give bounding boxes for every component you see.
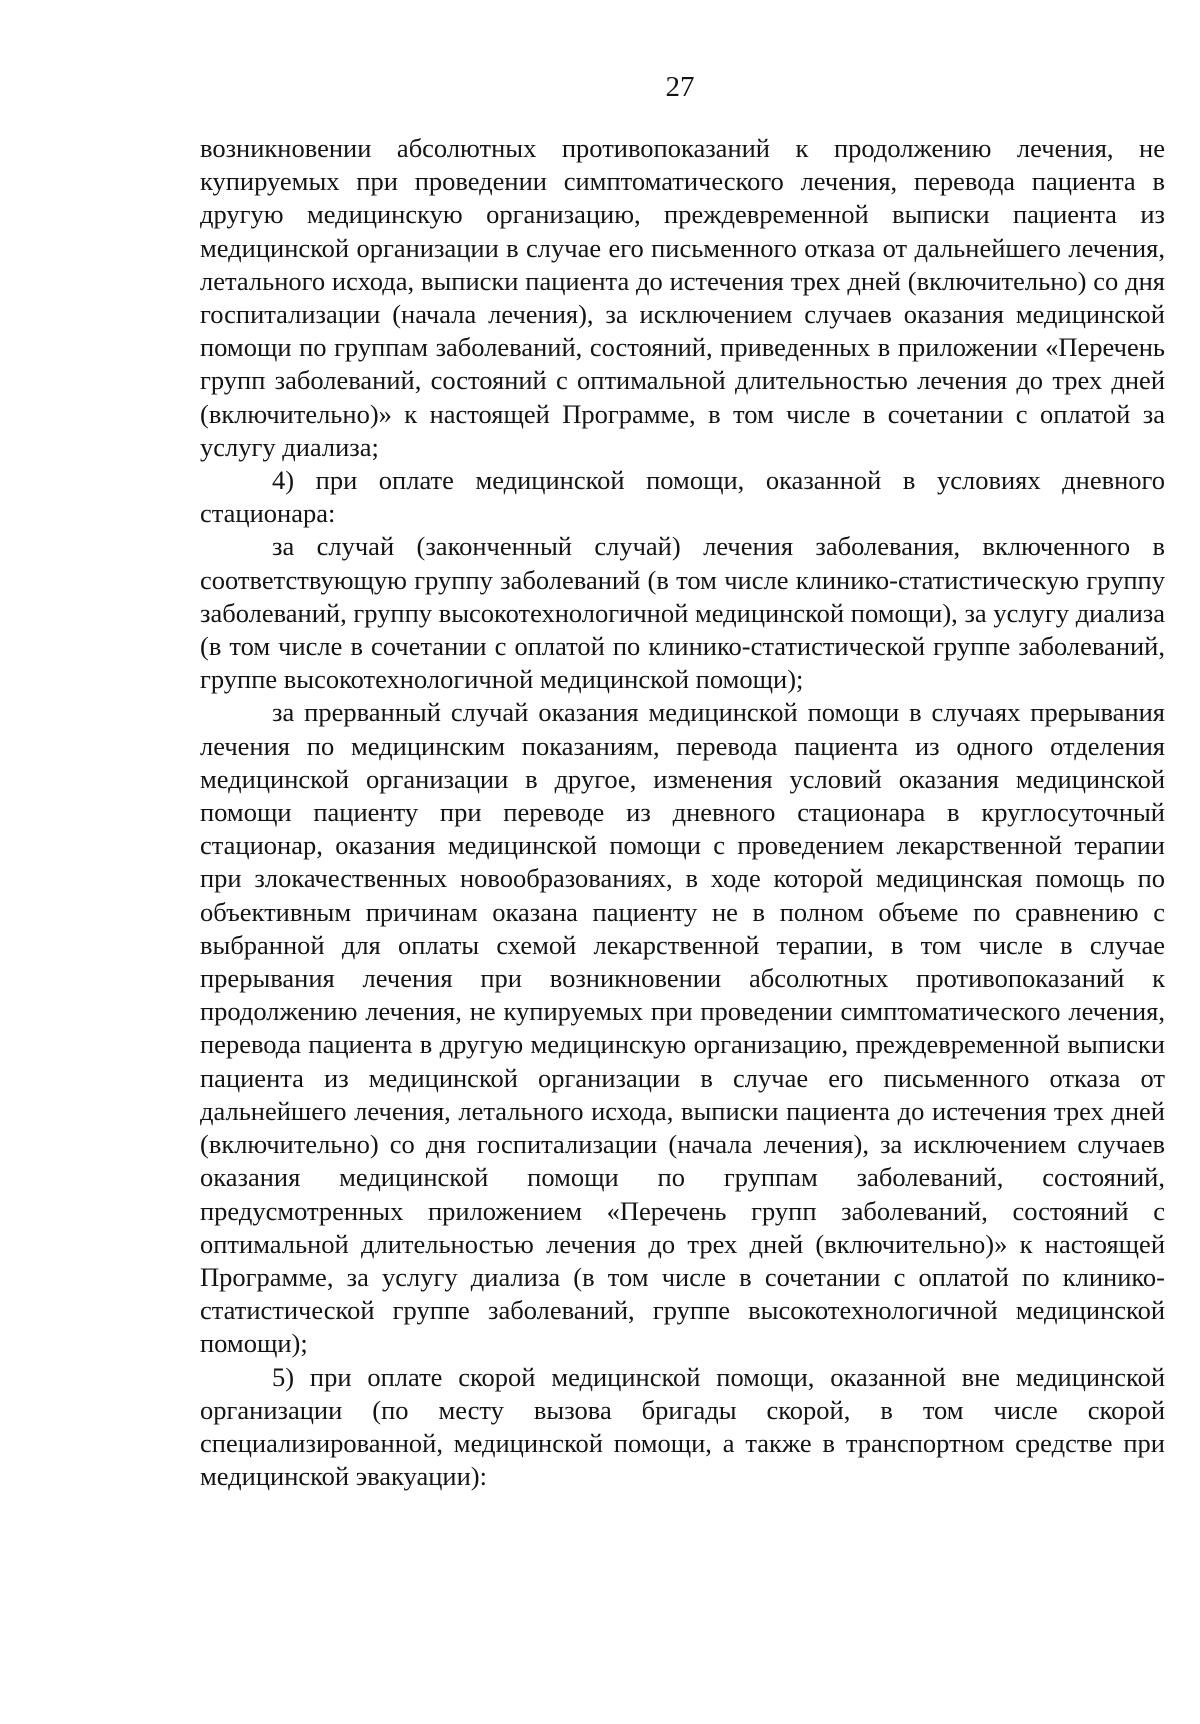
paragraph-interrupted-case: за прерванный случай оказания медицинской помощи в случаях прерывания лечения по медицинским показаниям, перевода пациента из одного отделения медицинской организации в другое, изменения условий оказания медицинской помощи пациенту при переводе из дневного стационара в круглосуточный стационар, оказания медицинской помощи с проведением лекарственной терапии при злокачественных новообразованиях, в ходе которой медицинская помощь по объективным причинам оказана пациенту не в полном объеме по сравнению с выбранной для оплаты схемой лекарственной терапии, в том числе в случае прерывания лечения при возникновении абсолютных противопоказаний к продолжению лечения, не купируемых при проведении симптоматического лечения, перевода пациента в другую медицинскую организацию, преждевременной выписки пациента из медицинской организации в случае его письменного отказа от дальнейшего лечения, летального исхода, выписки пациента до истечения трех дней (включительно) со дня госпитализации (начала лечения), за исключением случаев оказания медицинской помощи по группам заболеваний, состояний, предусмотренных приложением «Перечень групп заболеваний, состояний с оптимальной длительностью лечения до трех дней (включительно)» к настоящей Программе, за услугу диализа (в том числе в сочетании с оплатой по клинико-статистической группе заболеваний, группе высокотехнологичной медицинской помощи); [200,697,1165,1359]
paragraph-continuation: возникновении абсолютных противопоказаний к продолжению лечения, не купируемых при проведении симптоматического лечения, перевода пациента в другую медицинскую организацию, преждевременной выписки пациента из медицинской организации в случае его письменного отказа от дальнейшего лечения, летального исхода, выписки пациента до истечения трех дней (включительно) со дня госпитализации (начала лечения), за исключением случаев оказания медицинской помощи по группам заболеваний, состояний, приведенных в приложении «Перечень групп заболеваний, состояний с оптимальной длительностью лечения до трех дней (включительно)» к настоящей Программе, в том числе в сочетании с оплатой за услугу диализа; [200,133,1165,462]
paragraph-item-5: 5) при оплате скорой медицинской помощи, оказанной вне медицинской организации (по месту вызова бригады скорой, в том числе скорой специализированной, медицинской помощи, а также в транспортном средстве при медицинской эвакуации): [200,1361,1165,1492]
document-body [200,132,1165,1493]
paragraph-completed-case: за случай (законченный случай) лечения заболевания, включенного в соответствующую группу заболеваний (в том числе клинико-статистическую группу заболеваний, группу высокотехнологичной медицинской помощи), за услугу диализа (в том числе в сочетании с оплатой по клинико-статистической группе заболеваний, группе высокотехнологичной медицинской помощи); [200,531,1165,695]
page-number: 27 [665,71,695,103]
paragraph-item-4: 4) при оплате медицинской помощи, оказанной в условиях дневного стационара: [200,465,1165,529]
